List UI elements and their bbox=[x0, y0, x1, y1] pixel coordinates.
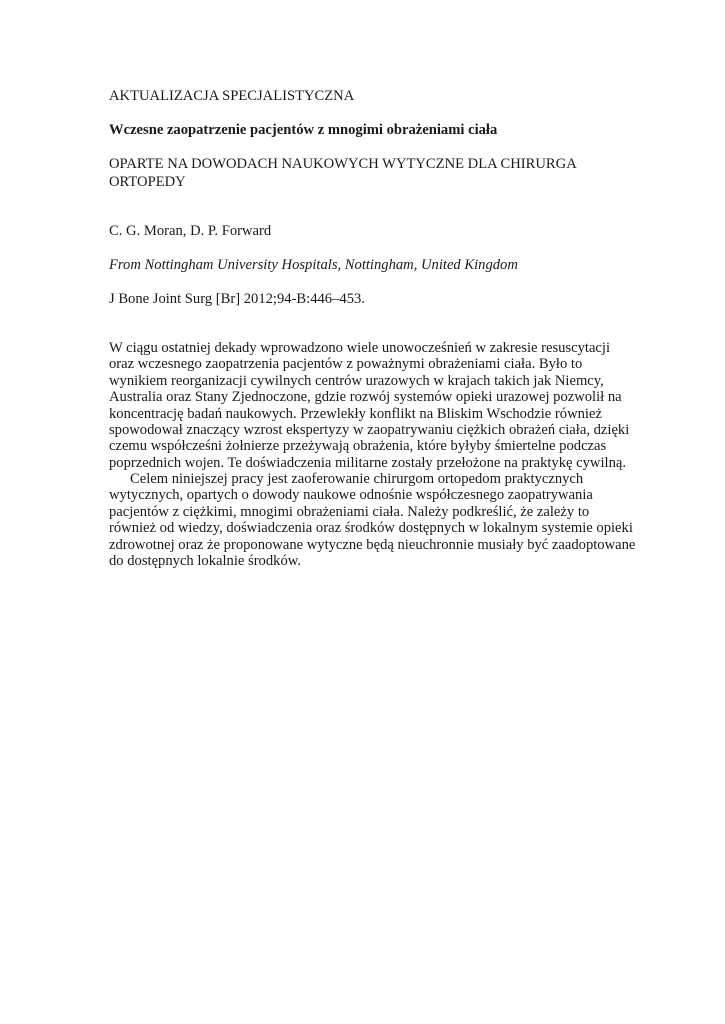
article-subtitle-line-2: ORTOPEDY bbox=[109, 174, 186, 190]
article-subtitle-line-1: OPARTE NA DOWODACH NAUKOWYCH WYTYCZNE DLA CHIRURGA bbox=[109, 156, 577, 172]
paragraph-line: Celem niniejszej pracy jest zaoferowanie chirurgom ortopedom praktycznych bbox=[130, 471, 584, 487]
category-heading: AKTUALIZACJA SPECJALISTYCZNA bbox=[109, 88, 355, 104]
paragraph-line: oraz wczesnego zaopatrzenia pacjentów z poważnymi obrażeniami ciała. Było to bbox=[109, 356, 583, 373]
paragraph-line: poprzednich wojen. Te doświadczenia militarne zostały przełożone na praktykę cywilną. bbox=[109, 454, 626, 471]
citation: J Bone Joint Surg [Br] 2012;94-B:446–453. bbox=[109, 291, 365, 307]
paragraph-line: wytycznych, opartych o dowody naukowe odnośnie współczesnego zaopatrywania bbox=[109, 487, 593, 504]
paragraph-line: pacjentów z ciężkimi, mnogimi obrażeniami ciała. Należy podkreślić, że zależy to bbox=[109, 503, 590, 520]
affiliation: From Nottingham University Hospitals, Nottingham, United Kingdom bbox=[109, 257, 518, 273]
authors: C. G. Moran, D. P. Forward bbox=[109, 223, 272, 239]
abstract-paragraph-1 bbox=[109, 340, 639, 471]
abstract-paragraph-2 bbox=[109, 471, 639, 569]
paragraph-line: Australia oraz Stany Zjednoczone, gdzie rozwój systemów opieki urazowej pozwolił na bbox=[109, 389, 622, 406]
article-title: Wczesne zaopatrzenie pacjentów z mnogimi obrażeniami ciała bbox=[109, 122, 498, 138]
paragraph-line: również od wiedzy, doświadczenia oraz środków dostępnych w lokalnym systemie opieki bbox=[109, 520, 633, 537]
paragraph-line: czemu współcześni żołnierze przeżywają obrażenia, które byłyby śmiertelne podczas bbox=[109, 438, 607, 455]
paragraph-line: wynikiem reorganizacji cywilnych centrów urazowych w krajach takich jak Niemcy, bbox=[109, 372, 604, 389]
paragraph-line: zdrowotnej oraz że proponowane wytyczne będą nieuchronnie musiały być zaadoptowane bbox=[109, 536, 636, 553]
paragraph-line: W ciągu ostatniej dekady wprowadzono wiele unowocześnień w zakresie resuscytacji bbox=[109, 340, 611, 356]
paragraph-line: spowodował znaczący wzrost ekspertyzy w zaopatrywaniu ciężkich obrażeń ciała, dzięki bbox=[109, 422, 630, 439]
paragraph-line: koncentrację badań naukowych. Przewlekły konflikt na Bliskim Wschodzie również bbox=[109, 405, 602, 422]
paragraph-line: do dostępnych lokalnie środków. bbox=[109, 553, 301, 570]
